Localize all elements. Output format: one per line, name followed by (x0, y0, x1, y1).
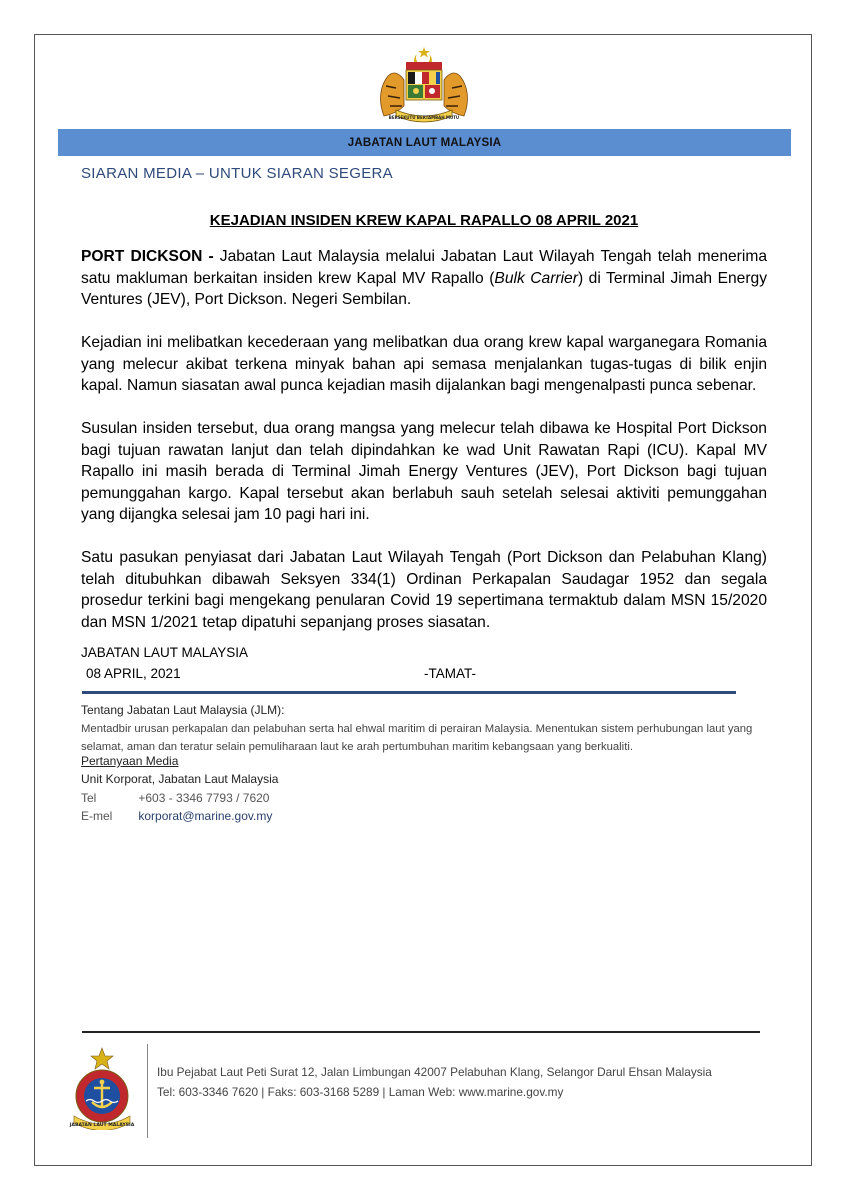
footer-rule-middle (238, 1031, 670, 1033)
marine-department-emblem-icon (66, 1046, 138, 1130)
footer-address: Ibu Pejabat Laut Peti Surat 12, Jalan Limbungan 42007 Pelabuhan Klang, Selangor Darul Ehsan Malaysia (157, 1065, 712, 1079)
footer-rule-right (670, 1031, 760, 1033)
paragraph-1 (81, 246, 767, 311)
paragraph-1-text-a: Jabatan Laut Malaysia melalui Jabatan Laut Wilayah Tengah telah menerima satu makluman berkaitan insiden krew Kapal MV Rapallo ( (81, 248, 767, 287)
contact-email-row (81, 809, 272, 823)
signature-date: 08 APRIL, 2021 (86, 666, 181, 681)
header-band (58, 129, 791, 156)
about-text: Mentadbir urusan perkapalan dan pelabuhan serta hal ehwal maritim di perairan Malaysia. Menentukan sistem perhubungan laut yang selamat, aman dan teratur selain pemuliharaan laut ke arah pertumbuhan maritim kebangsaan yang berkualiti. (81, 723, 753, 753)
vessel-type: Bulk Carrier (494, 269, 578, 287)
end-marker: -TAMAT- (424, 666, 476, 681)
email-link[interactable]: korporat@marine.gov.my (138, 809, 273, 823)
svg-text:JABATAN LAUT MALAYSIA: JABATAN LAUT MALAYSIA (69, 1123, 135, 1128)
coat-of-arms-icon (370, 46, 478, 126)
tel-value: +603 - 3346 7793 / 7620 (138, 791, 270, 805)
press-release-label: SIARAN MEDIA – UNTUK SIARAN SEGERA (81, 165, 393, 182)
email-label: E-mel (81, 809, 113, 823)
paragraph-3: Susulan insiden tersebut, dua orang mangsa yang melecur telah dibawa ke Hospital Port Dickson bagi tujuan rawatan lanjut dan telah dipindahkan ke wad Unit Rawatan Rapi (ICU). Kapal MV Rapallo ini masih berada di Terminal Jimah Energy Ventures (JEV), Port Dickson bagi tujuan pemunggahan kargo. Kapal tersebut akan berlabuh sauh setelah selesai aktiviti pemunggahan yang dijangka selesai jam 10 pagi hari ini. (81, 420, 767, 523)
press-body (81, 246, 767, 633)
paragraph-4: Satu pasukan penyiasat dari Jabatan Laut Wilayah Tengah (Port Dickson dan Pelabuhan Klang) telah ditubuhkan dibawah Seksyen 334(1) Ordinan Perkapalan Saudagar 1952 dan segala prosedur terkini bagi mengekang penularan Covid 19 sepertimana termaktub dalam MSN 15/2020 dan MSN 1/2021 tetap dipatuhi sepanjang proses siasatan. (81, 549, 767, 631)
signature-org: JABATAN LAUT MALAYSIA (81, 645, 249, 660)
media-unit: Unit Korporat, Jabatan Laut Malaysia (81, 772, 279, 786)
contact-tel-row (81, 791, 269, 805)
document-title: KEJADIAN INSIDEN KREW KAPAL RAPALLO 08 APRIL 2021 (209, 212, 639, 229)
footer-rule-left (82, 1031, 238, 1033)
svg-text:BERSEKUTU BERTAMBAH MUTU: BERSEKUTU BERTAMBAH MUTU (388, 115, 460, 120)
paragraph-1-text-b: ) di Terminal Jimah Energy Ventures (JEV), Port Dickson. Negeri Sembilan. (81, 269, 767, 308)
media-inquiries-title: Pertanyaan Media (81, 754, 179, 768)
paragraph-2: Kejadian ini melibatkan kecederaan yang melibatkan dua orang krew kapal warganegara Romania yang melecur akibat terkena minyak bahan api semasa menjalankan tugas-tugas di bilik enjin kapal. Namun siasatan awal punca kejadian masih dijalankan bagi mengenalpasti punca sebenar. (81, 334, 767, 394)
section-divider (82, 691, 736, 694)
about-title: Tentang Jabatan Laut Malaysia (JLM): (81, 703, 285, 717)
department-name: JABATAN LAUT MALAYSIA (347, 136, 502, 149)
dateline: PORT DICKSON - (81, 248, 214, 265)
footer-contact: Tel: 603-3346 7620 | Faks: 603-3168 5289 | Laman Web: www.marine.gov.my (157, 1085, 564, 1099)
tel-label: Tel (81, 791, 97, 805)
footer-divider (147, 1044, 148, 1138)
